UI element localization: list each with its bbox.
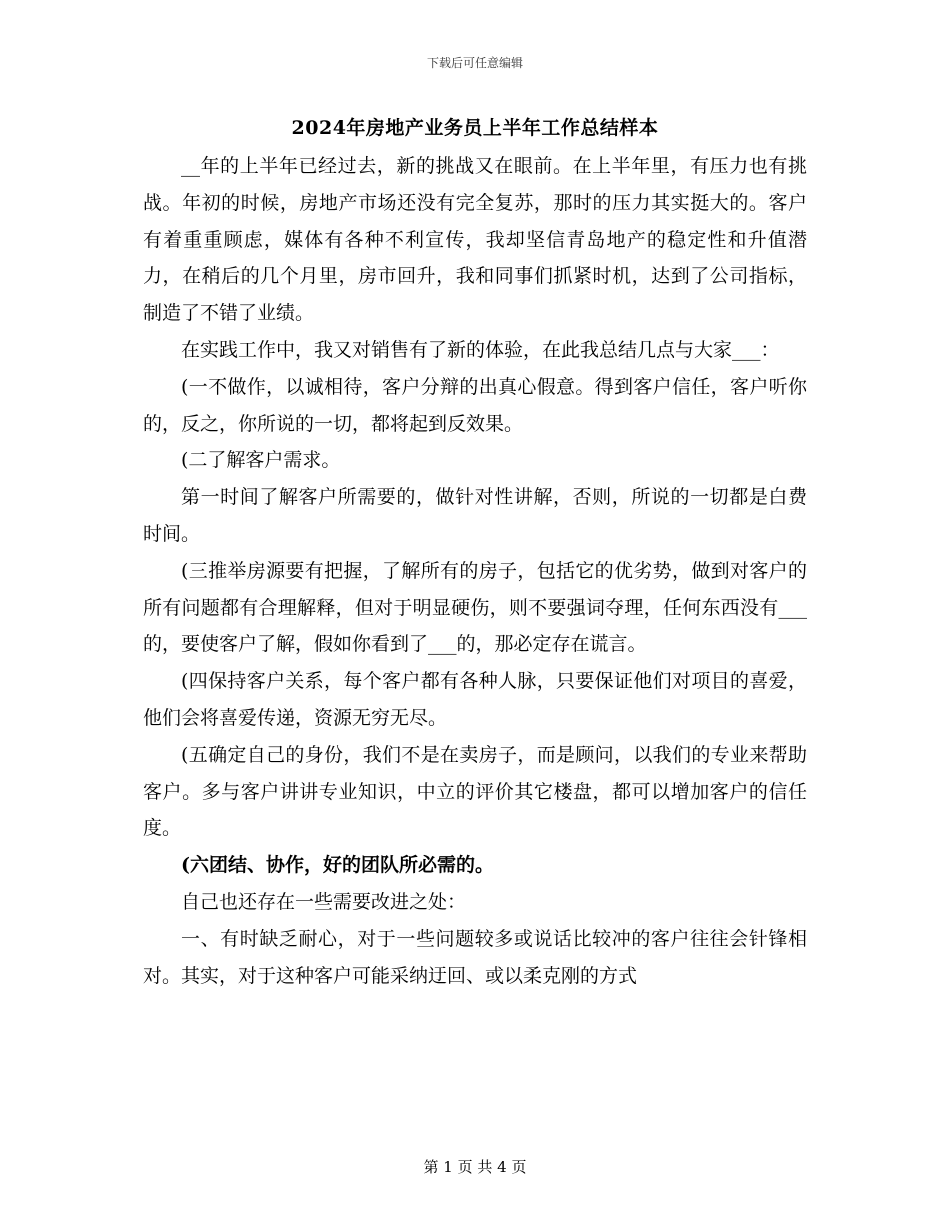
paragraph-point-3: (三推举房源要有把握，了解所有的房子，包括它的优劣势，做到对客户的所有问题都有合理解释，但对于明显硬伤，则不要强词夺理，任何东西没有___的，要使客户了解，假如你看到了___的，那必定存在谎言。	[143, 559, 807, 656]
paragraph-intro: __年的上半年已经过去，新的挑战又在眼前。在上半年里，有压力也有挑战。年初的时候，房地产市场还没有完全复苏，那时的压力其实挺大的。客户有着重重顾虑，媒体有各种不利宣传，我却坚信青岛地产的稳定性和升值潜力，在稍后的几个月里，房市回升，我和同事们抓紧时机，达到了公司指标，制造了不错了业绩。	[143, 155, 807, 325]
paragraph-point-1: (一不做作，以诚相待，客户分辩的出真心假意。得到客户信任，客户听你的，反之，你所说的一切，都将起到反效果。	[143, 375, 807, 435]
paragraph-point-4: (四保持客户关系，每个客户都有各种人脉，只要保证他们对项目的喜爱，他们会将喜爱传递，资源无穷无尽。	[143, 670, 807, 729]
paragraph-experience-lead: 在实践工作中，我又对销售有了新的体验，在此我总结几点与大家___：	[181, 338, 780, 361]
paragraph-point-2: (二了解客户需求。	[181, 449, 341, 472]
paragraph-improvements-lead: 自己也还存在一些需要改进之处：	[181, 890, 467, 913]
page-number: 第 1 页 共 4 页	[423, 1158, 527, 1176]
paragraph-point-6: (六团结、协作，好的团队所必需的。	[181, 854, 494, 877]
document-body	[143, 148, 807, 994]
paragraph-point-5: (五确定自己的身份，我们不是在卖房子，而是顾问，以我们的专业来帮助客户。多与客户讲讲专业知识，中立的评价其它楼盘，都可以增加客户的信任度。	[143, 743, 807, 840]
header-note: 下载后可任意编辑	[426, 56, 523, 70]
paragraph-point-2-detail: 第一时间了解客户所需要的，做针对性讲解，否则，所说的一切都是白费时间。	[143, 486, 807, 545]
paragraph-improvement-1: 一、有时缺乏耐心，对于一些问题较多或说话比较冲的客户往往会针锋相对。其实，对于这种客户可能采纳迂回、或以柔克刚的方式	[143, 927, 807, 987]
document-title: 2024年房地产业务员上半年工作总结样本	[291, 117, 659, 139]
